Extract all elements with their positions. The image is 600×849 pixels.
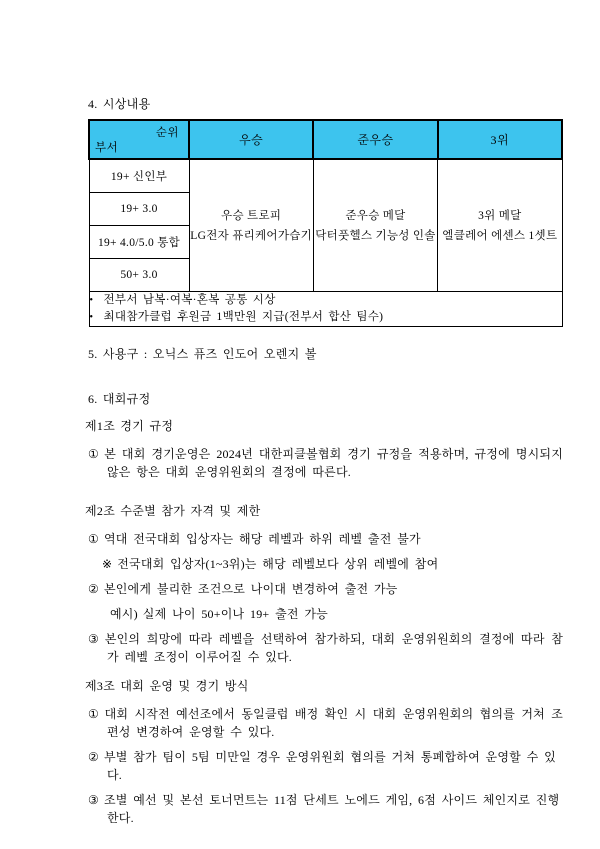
item-text: 본인에게 불리한 조건으로 나이대 변경하여 출전 가능: [103, 582, 398, 596]
item-text: 조별 예선 및 본선 토너먼트는 11점 단세트 노에드 게임, 6점 사이드 체인지로 진행한다.: [103, 793, 560, 825]
item-marker: ※: [102, 557, 113, 571]
rule-subitem: [102, 555, 563, 573]
item-marker: ①: [88, 532, 99, 546]
prize-cell-third: [438, 159, 562, 292]
table-row: [89, 159, 562, 193]
article1-title: 제1조 경기 규정: [85, 419, 174, 433]
division-cell: 19+ 3.0: [89, 193, 189, 226]
item-marker: ①: [88, 447, 100, 461]
corner-label-rank: 순위: [155, 127, 179, 139]
award-table-corner-cell: [89, 120, 189, 159]
item-marker: ①: [88, 707, 100, 721]
prize-title: 준우승 메달: [345, 209, 406, 222]
column-header-third: 3위: [438, 120, 562, 159]
spacer: [88, 488, 563, 491]
ball-section-heading: 5. 사용구 : 오닉스 퓨즈 인도어 오렌지 볼: [88, 347, 317, 361]
note-text: 전부서 남복·여복·혼복 공통 시상: [103, 294, 276, 306]
prize-title: 우승 트로피: [221, 209, 282, 222]
bullet-icon: •: [89, 312, 94, 323]
item-text: 역대 전국대회 입상자는 해당 레벨과 하위 레벨 출전 불가: [103, 532, 421, 546]
prize-item: LG전자 퓨리케어가습기: [190, 229, 313, 242]
note-line: [90, 292, 562, 309]
article3-title: 제3조 대회 운영 및 경기 방식: [85, 679, 249, 693]
rule-item: [88, 445, 563, 481]
note-text: 최대참가클럽 후원금 1백만원 지급(전부서 합산 팀수): [103, 311, 384, 323]
item-marker: ③: [88, 632, 100, 646]
table-notes-row: [89, 292, 562, 327]
award-section-heading: 4. 시상내용: [88, 97, 151, 111]
note-line: [90, 309, 562, 326]
column-header-runnerup: 준우승: [313, 120, 437, 159]
item-text: 본인의 희망에 따라 레벨을 선택하여 참가하되, 대회 운영위원회의 결정에 따라 참가 레벨 조정이 이루어질 수 있다.: [104, 632, 563, 664]
article2-title: 제2조 수준별 참가 자격 및 제한: [85, 504, 261, 518]
rule-subitem: [110, 605, 563, 623]
item-text: 대회 시작전 예선조에서 동일클럽 배정 확인 시 대회 운영위원회의 협의를 거쳐 조편성 변경하여 운영할 수 있다.: [104, 707, 563, 739]
column-header-winner: 우승: [189, 120, 313, 159]
prize-cell-winner: [189, 159, 313, 292]
rule-item: [88, 630, 563, 666]
item-text: 부별 참가 팀이 5팀 미만일 경우 운영위원회 협의를 거쳐 통폐합하여 운영할 수 있다.: [103, 750, 556, 782]
item-text: 전국대회 입상자(1~3위)는 해당 레벨보다 상위 레벨에 참여: [117, 557, 439, 571]
corner-label-division: 부서: [95, 142, 119, 154]
rules-section-heading: 6. 대회규정: [88, 392, 151, 406]
item-text: 실제 나이 50+이나 19+ 출전 가능: [142, 607, 328, 621]
division-cell: 19+ 4.0/5.0 통합: [89, 226, 189, 259]
item-marker: 예시): [110, 607, 138, 621]
rule-item: [88, 791, 563, 827]
prize-cell-runnerup: [313, 159, 437, 292]
item-marker: ③: [88, 793, 99, 807]
item-text: 본 대회 경기운영은 2024년 대한피클볼협회 경기 규정을 적용하며, 규정에 명시되지 않은 항은 대회 운영위원회의 결정에 따른다.: [104, 447, 563, 479]
rule-item: [88, 580, 563, 598]
division-cell: 50+ 3.0: [89, 259, 189, 292]
award-table: [88, 119, 563, 327]
award-table-header-row: [89, 120, 562, 159]
rule-item: [88, 748, 563, 784]
item-marker: ②: [88, 750, 99, 764]
prize-item: 엘클레어 에센스 1셋트: [442, 229, 558, 242]
prize-title: 3위 메달: [478, 209, 522, 222]
bullet-icon: •: [89, 295, 94, 306]
rule-item: [88, 705, 563, 741]
division-cell: 19+ 신인부: [89, 159, 189, 193]
notes-cell: [89, 292, 562, 327]
item-marker: ②: [88, 582, 99, 596]
prize-item: 닥터풋헬스 기능성 인솔: [315, 229, 436, 242]
rule-item: [88, 530, 563, 548]
